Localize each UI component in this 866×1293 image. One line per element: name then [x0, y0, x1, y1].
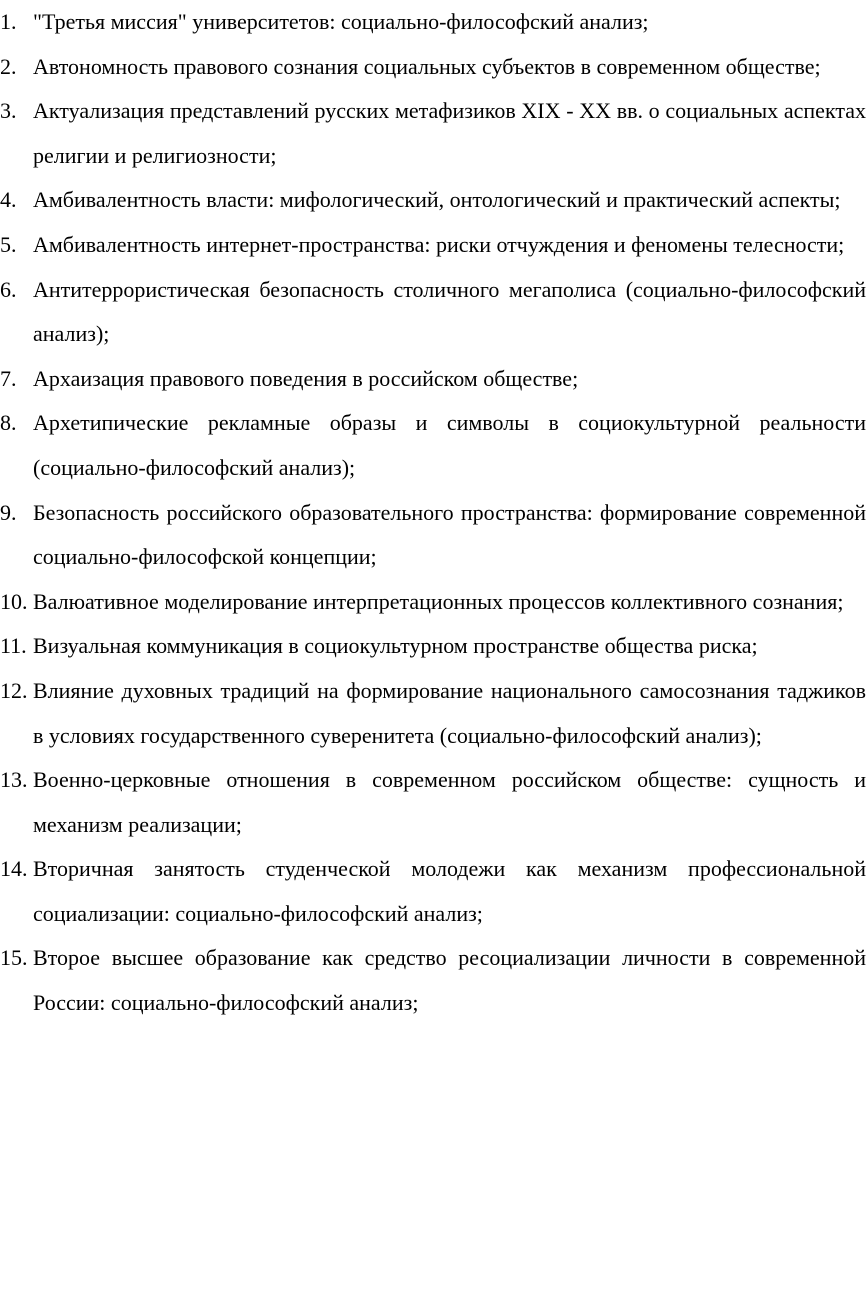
list-item-text: Антитеррористическая безопасность столичного мегаполиса (социально-философский анализ);	[33, 276, 866, 347]
list-item-text: Амбивалентность интернет-пространства: риски отчуждения и феномены телесности;	[33, 231, 845, 257]
list-item	[0, 624, 866, 669]
list-item	[0, 223, 866, 268]
list-item	[0, 936, 866, 1025]
list-item-text: Вторичная занятость студенческой молодежи как механизм профессиональной социализации: социально-философский анализ;	[33, 856, 866, 926]
list-item-number: 2.	[0, 53, 17, 79]
list-item-text: Безопасность российского образовательного пространства: формирование современной социально-философской концепции;	[33, 499, 866, 570]
list-item-number: 14.	[0, 856, 28, 882]
list-item	[0, 401, 866, 490]
list-item-number: 1.	[0, 9, 17, 34]
list-item-text: Визуальная коммуникация в социокультурном пространстве общества риска;	[33, 633, 758, 659]
list-item-text: Актуализация представлений русских метафизиков XIX - XX вв. о социальных аспектах религии и религиозности;	[33, 98, 866, 168]
list-item-text: "Третья миссия" университетов: социально-философский анализ;	[33, 9, 649, 34]
list-item	[0, 268, 866, 357]
list-item-text: Архетипические рекламные образы и символы в социокультурной реальности (социально-философский анализ);	[33, 410, 866, 480]
list-item	[0, 847, 866, 936]
list-item-number: 5.	[0, 231, 17, 257]
list-item-text: Второе высшее образование как средство ресоциализации личности в современной России: социально-философский анализ;	[33, 945, 866, 1016]
list-item-number: 12.	[0, 677, 28, 703]
list-item	[0, 178, 866, 223]
list-item-text: Архаизация правового поведения в российском обществе;	[33, 365, 579, 391]
list-item	[0, 580, 866, 625]
list-item	[0, 89, 866, 178]
list-item	[0, 0, 866, 45]
list-item-number: 7.	[0, 365, 17, 391]
list-item-number: 3.	[0, 98, 17, 124]
list-item	[0, 357, 866, 402]
list-item-number: 4.	[0, 187, 17, 213]
list-item-number: 15.	[0, 945, 28, 971]
list-item-number: 10.	[0, 588, 28, 614]
list-item-text: Автономность правового сознания социальных субъектов в современном обществе;	[33, 53, 821, 79]
list-item-text: Амбивалентность власти: мифологический, онтологический и практический аспекты;	[33, 187, 841, 213]
list-item-number: 9.	[0, 499, 17, 525]
list-item-text: Валюативное моделирование интерпретационных процессов коллективного сознания;	[33, 588, 844, 614]
list-item	[0, 669, 866, 758]
list-item-text: Влияние духовных традиций на формирование национального самосознания таджиков в условиях государственного суверенитета (социально-философский анализ);	[33, 677, 866, 748]
list-item-number: 8.	[0, 410, 17, 436]
list-item	[0, 45, 866, 90]
list-item	[0, 758, 866, 847]
list-item-text: Военно-церковные отношения в современном российском обществе: сущность и механизм реализации;	[33, 767, 866, 837]
list-item	[0, 491, 866, 580]
list-item-number: 6.	[0, 276, 17, 302]
list-item-number: 11.	[0, 633, 27, 659]
list-item-number: 13.	[0, 767, 28, 793]
